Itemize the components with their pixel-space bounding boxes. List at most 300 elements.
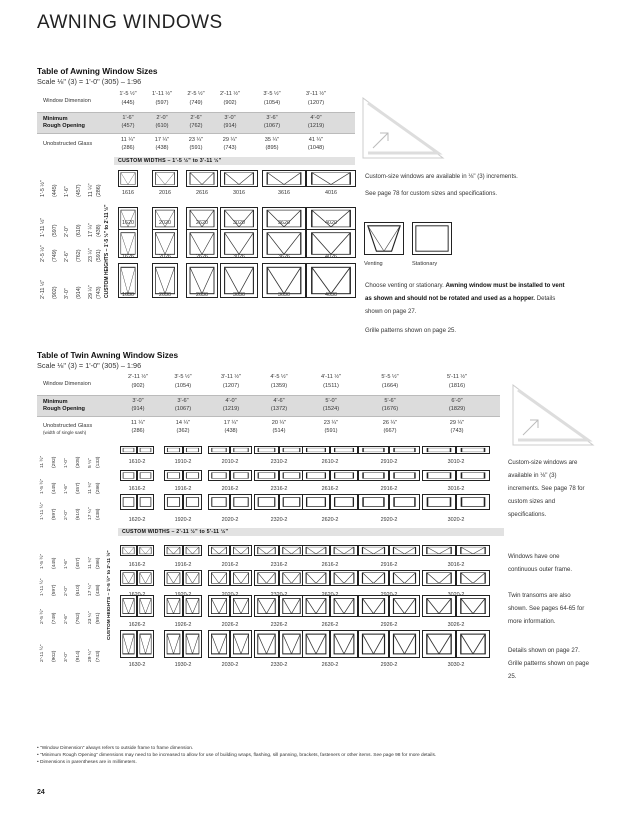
- t2-row-wd: 11 ½": [40, 455, 45, 468]
- t2-col-ug: 14 ¼": [175, 420, 191, 426]
- t2-row-wd: 1'-11 ½": [40, 578, 45, 596]
- twin-awning-window-icon: [208, 630, 230, 658]
- awning-window-icon: [186, 170, 218, 187]
- t1-col-ug-mm: (1048): [307, 145, 325, 151]
- t1-row-wd: 1'-11 ½": [40, 217, 46, 237]
- t1-row-ro: 1'-6": [64, 185, 70, 197]
- window-code: 2616: [196, 190, 208, 196]
- twin-awning-window-icon: [358, 630, 389, 658]
- twin-awning-window-icon: [120, 446, 137, 454]
- t2-row-wd_mm: (292): [52, 456, 57, 468]
- twin-awning-window-icon: [183, 494, 202, 510]
- window-code: 3616: [278, 190, 290, 196]
- t2-row-wd: 2'-5 ½": [40, 608, 45, 624]
- t2-col-ug-mm: (362): [176, 428, 190, 434]
- t2-row-wd_mm: (445): [52, 557, 57, 569]
- t2-row-ug: 11 ¼": [88, 556, 93, 569]
- window-code: 2026: [159, 254, 171, 260]
- twin-awning-window-icon: [330, 470, 358, 481]
- window-code: 4016: [325, 190, 337, 196]
- twin-awning-window-icon: [358, 570, 389, 586]
- t2-col-ro-mm: (1067): [174, 406, 192, 412]
- window-code: 2910-2: [380, 459, 398, 465]
- t1-col-wd-mm: (749): [189, 100, 203, 106]
- t1-col-ro: 1'-6": [122, 115, 134, 121]
- t1-col-ug-mm: (591): [189, 145, 203, 151]
- footnote: • "Window Dimension" always refers to outside frame to frame dimension.: [37, 746, 194, 751]
- t1-col-wd-mm: (445): [121, 100, 135, 106]
- twin-awning-window-icon: [164, 470, 183, 481]
- twin-awning-window-icon: [183, 630, 202, 658]
- t2-col-wd-mm: (1816): [448, 383, 466, 389]
- t2-col-ro-mm: (1372): [270, 406, 288, 412]
- awning-window-icon: [186, 207, 218, 230]
- t2-row-ro_mm: (762): [76, 612, 81, 624]
- twin-awning-window-icon: [230, 446, 252, 454]
- t2-col-ug-mm: (438): [224, 428, 238, 434]
- t2-row-wd: 1'-5 ½": [40, 553, 45, 569]
- twin-awning-window-icon: [183, 595, 202, 617]
- twin-awning-window-icon: [164, 595, 183, 617]
- window-code: 1616: [122, 190, 134, 196]
- twin-awning-window-icon: [164, 630, 183, 658]
- t1-col-ro-mm: (762): [189, 123, 203, 129]
- window-code: 1616-2: [128, 562, 146, 568]
- stationary-window-icon: [412, 222, 452, 255]
- t1-note-choose: Choose venting or stationary. Awning window must be installed to vent as shown and should not be rotated and used as a hopper. Details shown on page 27.: [365, 282, 565, 315]
- twin-awning-window-icon: [120, 470, 137, 481]
- awning-window-icon: [152, 170, 178, 187]
- window-code: 3026: [233, 254, 245, 260]
- t2-row-ug: 11 ¼": [88, 481, 93, 494]
- twin-awning-window-icon: [302, 470, 330, 481]
- window-code: 2020: [159, 220, 171, 226]
- twin-awning-window-icon: [208, 446, 230, 454]
- window-code: 1930-2: [174, 662, 192, 668]
- twin-awning-window-icon: [230, 630, 252, 658]
- twin-awning-window-icon: [208, 470, 230, 481]
- t1-row-ro_mm: (914): [76, 285, 82, 299]
- t1-custom-widths: CUSTOM WIDTHS – 1'-5 ½" to 3'-11 ½": [114, 157, 355, 165]
- twin-awning-window-icon: [422, 630, 456, 658]
- window-code: 1620: [122, 220, 134, 226]
- twin-awning-window-icon: [330, 446, 358, 454]
- awning-window-icon: [152, 207, 178, 230]
- window-code: 2026-2: [221, 622, 239, 628]
- window-code: 2610-2: [321, 459, 339, 465]
- t2-row-ro_mm: (610): [76, 508, 81, 520]
- t1-row-wd_mm: (597): [52, 223, 58, 237]
- t2-col-ro-mm: (1676): [381, 406, 399, 412]
- twin-awning-window-icon: [164, 570, 183, 586]
- t1-row-ug_mm: (286): [96, 183, 102, 197]
- t1-col-wd-mm: (597): [155, 100, 169, 106]
- t2-col-wd: 4'-11 ½": [320, 374, 342, 380]
- twin-awning-window-icon: [456, 630, 490, 658]
- window-code: 2310-2: [270, 459, 288, 465]
- t2-divider: [37, 416, 500, 417]
- twin-awning-window-icon: [254, 470, 279, 481]
- t2-col-ro: 6'-0": [451, 398, 463, 404]
- twin-awning-window-icon: [330, 630, 358, 658]
- t2-row-wd_mm: (749): [52, 612, 57, 624]
- window-code: 2316-2: [270, 486, 288, 492]
- t2-row-wd: 1'-5 ½": [40, 478, 45, 494]
- t1-col-ug: 11 ¼": [120, 137, 135, 143]
- window-code: 2930-2: [380, 662, 398, 668]
- twin-awning-window-icon: [137, 570, 154, 586]
- t2-col-wd-mm: (1359): [270, 383, 288, 389]
- twin-awning-window-icon: [164, 545, 183, 556]
- footnote: • Dimensions in parentheses are in millimeters.: [37, 760, 137, 765]
- window-code: 1630: [122, 292, 134, 298]
- t2-col-ug-mm: (667): [383, 428, 397, 434]
- window-code: 3030: [233, 292, 245, 298]
- twin-awning-window-icon: [279, 545, 304, 556]
- twin-awning-window-icon: [279, 595, 304, 617]
- t1-col-ro-mm: (610): [155, 123, 169, 129]
- t2-row-ug_mm: (591): [96, 612, 101, 624]
- footnote: • "Minimum Rough Opening" dimensions may need to be increased to allow for use of building wraps, flashing, sill panning, brackets, fasteners or other items. See page 98 for more details.: [37, 753, 437, 758]
- twin-awning-window-icon: [389, 494, 420, 510]
- window-code: 1616-2: [128, 486, 146, 492]
- t2-note-details: Details shown on page 27. Grille patterns shown on page 25.: [508, 647, 589, 680]
- t2-row-wd: 2'-11 ½": [40, 644, 45, 662]
- awning-window-icon: [306, 170, 356, 187]
- t2-row-ro: 1'-0": [64, 458, 69, 468]
- t2-col-wd-mm: (902): [131, 383, 145, 389]
- t2-row-ug_mm: (286): [96, 557, 101, 569]
- t2-col-ug-mm: (591): [324, 428, 338, 434]
- t2-custom-heights: CUSTOM HEIGHTS – 1'-5 ½" to 2'-11 ½": [107, 550, 112, 640]
- t1-row-ug: 17 ¼": [88, 222, 94, 237]
- t2-row-ro: 1'-6": [64, 483, 69, 494]
- t1-col-ro-mm: (914): [223, 123, 237, 129]
- awning-window-icon: [220, 207, 258, 230]
- twin-awning-window-icon: [358, 470, 389, 481]
- window-code: 1916-2: [174, 486, 192, 492]
- t1-col-ug: 17 ¼": [154, 137, 170, 143]
- t1-col-ro: 4'-0": [310, 115, 322, 121]
- t2-col-ug: 20 ¼": [271, 420, 287, 426]
- window-code: 3030-2: [447, 662, 465, 668]
- window-code: 2630: [196, 292, 208, 298]
- t2-col-wd-mm: (1054): [174, 383, 192, 389]
- window-code: 4026: [325, 254, 337, 260]
- t1-col-ro: 2'-6": [190, 115, 202, 121]
- window-code: 1630-2: [128, 662, 146, 668]
- twin-awning-window-icon: [422, 494, 456, 510]
- twin-awning-window-icon: [389, 630, 420, 658]
- twin-awning-window-icon: [230, 595, 252, 617]
- t1-col-wd: 3'-5 ½": [263, 91, 281, 97]
- awning-window-icon: [262, 207, 306, 230]
- t1-col-ro-mm: (1067): [263, 123, 281, 129]
- twin-awning-window-icon: [137, 630, 154, 658]
- twin-awning-window-icon: [137, 545, 154, 556]
- twin-awning-window-icon: [330, 545, 358, 556]
- twin-awning-window-icon: [456, 545, 490, 556]
- t2-col-ro: 4'-0": [225, 398, 237, 404]
- twin-awning-window-icon: [208, 570, 230, 586]
- t2-row-ro: 3'-0": [64, 652, 69, 662]
- window-code: 3020-2: [447, 517, 465, 523]
- t1-col-ro-mm: (1219): [307, 123, 325, 129]
- t1-col-ug-mm: (438): [155, 145, 169, 151]
- t1-row-ug_mm: (591): [96, 248, 102, 262]
- t1-col-ug: 23 ¼": [188, 137, 204, 143]
- t1-col-ug-mm: (286): [121, 145, 135, 151]
- twin-awning-window-icon: [254, 595, 279, 617]
- twin-awning-window-icon: [302, 595, 330, 617]
- t1-col-ro: 3'-0": [224, 115, 236, 121]
- twin-awning-window-icon: [302, 494, 330, 510]
- t1-col-wd-mm: (1054): [263, 100, 281, 106]
- twin-awning-window-icon: [330, 494, 358, 510]
- twin-awning-window-icon: [254, 446, 279, 454]
- t2-note-transoms: Twin transoms are also shown. See pages 64-65 for more information.: [508, 592, 585, 625]
- t2-row-ro_mm: (610): [76, 584, 81, 596]
- twin-awning-window-icon: [330, 570, 358, 586]
- window-code: 3630: [278, 292, 290, 298]
- twin-awning-window-icon: [208, 494, 230, 510]
- t2-col-wd: 4'-5 ½": [270, 374, 288, 380]
- twin-awning-window-icon: [183, 545, 202, 556]
- twin-awning-window-icon: [279, 446, 304, 454]
- t1-row-ro: 2'-0": [64, 225, 70, 237]
- t2-col-wd: 3'-5 ½": [174, 374, 192, 380]
- window-code: 2016-2: [221, 486, 239, 492]
- t2-col-wd-mm: (1664): [381, 383, 399, 389]
- twin-awning-window-icon: [358, 494, 389, 510]
- twin-awning-window-icon: [137, 494, 154, 510]
- t1-note-see-page: See page 78 for custom sizes and specifications.: [365, 190, 498, 197]
- window-code: 3016-2: [447, 486, 465, 492]
- twin-awning-window-icon: [230, 494, 252, 510]
- window-code: 2920-2: [380, 517, 398, 523]
- t2-row-ro: 1'-6": [64, 558, 69, 569]
- t1-col-ug-mm: (895): [265, 145, 279, 151]
- corner-triangle-icon: [508, 380, 598, 450]
- twin-awning-window-icon: [302, 630, 330, 658]
- t2-row-ro: 2'-6": [64, 614, 69, 624]
- t2-col-ug-mm: (514): [272, 428, 286, 434]
- twin-awning-window-icon: [358, 446, 389, 454]
- twin-awning-window-icon: [456, 570, 490, 586]
- window-code: 3016: [233, 190, 245, 196]
- venting-window-icon: [364, 222, 404, 255]
- t1-row-ro: 2'-6": [64, 250, 70, 262]
- window-code: 2620-2: [321, 517, 339, 523]
- t2-col-wd-mm: (1511): [323, 383, 339, 389]
- t2-row-ug_mm: (438): [96, 584, 101, 596]
- twin-awning-window-icon: [254, 545, 279, 556]
- t1-col-ug: 29 ¼": [222, 137, 238, 143]
- window-code: 2016-2: [221, 562, 239, 568]
- twin-awning-window-icon: [422, 470, 456, 481]
- awning-window-icon: [118, 170, 138, 187]
- t1-row-ug: 11 ¼": [88, 182, 94, 197]
- t2-row-wd_mm: (597): [52, 584, 57, 596]
- twin-awning-window-icon: [389, 595, 420, 617]
- window-code: 1620-2: [128, 517, 146, 523]
- t1-row-ro_mm: (610): [76, 223, 82, 237]
- t1-row-ug: 23 ¼": [88, 247, 94, 262]
- twin-awning-window-icon: [279, 470, 304, 481]
- twin-awning-window-icon: [358, 595, 389, 617]
- twin-awning-window-icon: [389, 446, 420, 454]
- t2-row-ug: 5 ¼": [88, 458, 93, 468]
- awning-window-icon: [220, 170, 258, 187]
- window-code: 2916-2: [380, 486, 398, 492]
- t1-row-wd: 1'-5 ½": [40, 179, 46, 197]
- twin-awning-window-icon: [279, 494, 304, 510]
- corner-triangle-icon: [358, 93, 448, 163]
- twin-awning-window-icon: [302, 570, 330, 586]
- t1-col-wd-mm: (1207): [307, 100, 325, 106]
- t2-col-wd: 5'-11 ½": [446, 374, 468, 380]
- t1-col-ug-mm: (743): [223, 145, 237, 151]
- window-code: 1626: [122, 254, 134, 260]
- t2-col-ug-mm: (286): [131, 428, 145, 434]
- t2-note-custom: Custom-size windows are available in ⅛" (3) increments. See page 78 for custom sizes and specifications.: [508, 459, 585, 518]
- t1-col-ug: 41 ¼": [308, 137, 324, 143]
- window-code: 2330-2: [270, 662, 288, 668]
- twin-awning-window-icon: [279, 630, 304, 658]
- t1-col-wd: 2'-5 ½": [187, 91, 205, 97]
- t2-col-ug: 11 ¼": [130, 420, 145, 426]
- t2-col-wd: 5'-5 ½": [381, 374, 399, 380]
- twin-awning-window-icon: [120, 494, 137, 510]
- twin-awning-window-icon: [254, 570, 279, 586]
- window-code: 2616-2: [321, 562, 339, 568]
- twin-awning-window-icon: [389, 545, 420, 556]
- t1-row-ug_mm: (438): [96, 223, 102, 237]
- twin-awning-window-icon: [137, 446, 154, 454]
- t2-col-ug: 17 ¼": [223, 420, 239, 426]
- window-code: 2320-2: [270, 517, 288, 523]
- t1-col-wd-mm: (902): [223, 100, 237, 106]
- t1-row-ug_mm: (743): [96, 285, 102, 299]
- t1-row-ro_mm: (762): [76, 248, 82, 262]
- t1-label-rough-1: Minimum: [43, 116, 68, 122]
- window-code: 2020-2: [221, 517, 239, 523]
- t2-col-wd: 3'-11 ½": [220, 374, 242, 380]
- twin-awning-window-icon: [422, 595, 456, 617]
- t2-row-ug_mm: (286): [96, 482, 101, 494]
- twin-awning-window-icon: [120, 630, 137, 658]
- twin-awning-window-icon: [164, 446, 183, 454]
- window-code: 2620: [196, 220, 208, 226]
- t2-row-ug: 29 ¼": [88, 649, 93, 662]
- t2-col-ug: 23 ¼": [323, 420, 339, 426]
- page-title: AWNING WINDOWS: [37, 12, 223, 33]
- t1-row-ug: 29 ¼": [88, 284, 94, 299]
- window-code: 2030: [159, 292, 171, 298]
- window-code: 2626: [196, 254, 208, 260]
- t2-col-ro-mm: (1219): [222, 406, 240, 412]
- window-code: 3010-2: [447, 459, 465, 465]
- window-code: 3016-2: [447, 562, 465, 568]
- window-code: 4030: [325, 292, 337, 298]
- window-code: 2926-2: [380, 622, 398, 628]
- window-code: 2326-2: [270, 622, 288, 628]
- t1-col-wd: 1'-11 ½": [151, 91, 173, 97]
- t1-row-wd_mm: (749): [52, 248, 58, 262]
- twin-awning-window-icon: [208, 595, 230, 617]
- twin-awning-window-icon: [230, 545, 252, 556]
- t1-col-ug: 35 ¼": [264, 137, 280, 143]
- awning-window-icon: [262, 170, 306, 187]
- twin-awning-window-icon: [456, 446, 490, 454]
- window-code: 2316-2: [270, 562, 288, 568]
- twin-awning-window-icon: [120, 570, 137, 586]
- t1-label-window-dimension: Window Dimension: [43, 98, 91, 104]
- t1-row-wd: 2'-11 ½": [40, 279, 46, 299]
- twin-awning-window-icon: [302, 545, 330, 556]
- t2-row-ug_mm: (743): [96, 650, 101, 662]
- t1-note-grille: Grille patterns shown on page 25.: [365, 327, 457, 334]
- t2-row-ug: 17 ¼": [88, 583, 93, 596]
- t2-col-ro-mm: (914): [131, 406, 145, 412]
- t2-row-ug: 23 ¼": [88, 611, 93, 624]
- twin-awning-window-icon: [164, 494, 183, 510]
- window-code: 3620: [278, 220, 290, 226]
- twin-awning-window-icon: [358, 545, 389, 556]
- window-code: 3626: [278, 254, 290, 260]
- t2-col-ro: 5'-0": [325, 398, 337, 404]
- t2-row-wd_mm: (902): [52, 650, 57, 662]
- t1-row-ro: 3'-0": [64, 287, 70, 299]
- window-code: 1926-2: [174, 622, 192, 628]
- t2-col-ro: 4'-6": [273, 398, 285, 404]
- t2-col-ug: 26 ¼": [382, 420, 398, 426]
- t2-label-rough-1: Minimum: [43, 399, 68, 405]
- twin-awning-window-icon: [208, 545, 230, 556]
- twin-awning-window-icon: [137, 595, 154, 617]
- t2-col-ro: 5'-6": [384, 398, 396, 404]
- t2-col-ug: 29 ¼": [449, 420, 465, 426]
- table2-title: Table of Twin Awning Window Sizes: [37, 350, 179, 360]
- t2-row-wd_mm: (597): [52, 508, 57, 520]
- t2-col-ro: 3'-6": [177, 398, 189, 404]
- t1-row-wd_mm: (445): [52, 183, 58, 197]
- t2-row-ug_mm: (438): [96, 508, 101, 520]
- t1-col-wd: 2'-11 ½": [219, 91, 241, 97]
- window-code: 1910-2: [174, 459, 192, 465]
- venting-label: Venting: [364, 261, 383, 267]
- twin-awning-window-icon: [254, 494, 279, 510]
- twin-awning-window-icon: [456, 595, 490, 617]
- t2-row-wd: 1'-11 ½": [40, 502, 45, 520]
- twin-awning-window-icon: [279, 570, 304, 586]
- twin-awning-window-icon: [230, 470, 252, 481]
- t2-col-ug-mm: (743): [450, 428, 464, 434]
- t1-divider: [37, 133, 355, 134]
- twin-awning-window-icon: [254, 630, 279, 658]
- t2-label-rough-2: Rough Opening: [43, 406, 85, 412]
- twin-awning-window-icon: [422, 446, 456, 454]
- awning-window-icon: [118, 207, 138, 230]
- t2-divider: [37, 395, 500, 396]
- window-code: 2010-2: [221, 459, 239, 465]
- table2-scale: Scale ⅛" (3) = 1'-0" (305) – 1:96: [37, 361, 142, 370]
- t1-col-wd: 3'-11 ½": [305, 91, 327, 97]
- twin-awning-window-icon: [456, 470, 490, 481]
- twin-awning-window-icon: [422, 570, 456, 586]
- t1-note-custom: Custom-size windows are available in ⅛" (3) increments.: [365, 173, 518, 180]
- twin-awning-window-icon: [456, 494, 490, 510]
